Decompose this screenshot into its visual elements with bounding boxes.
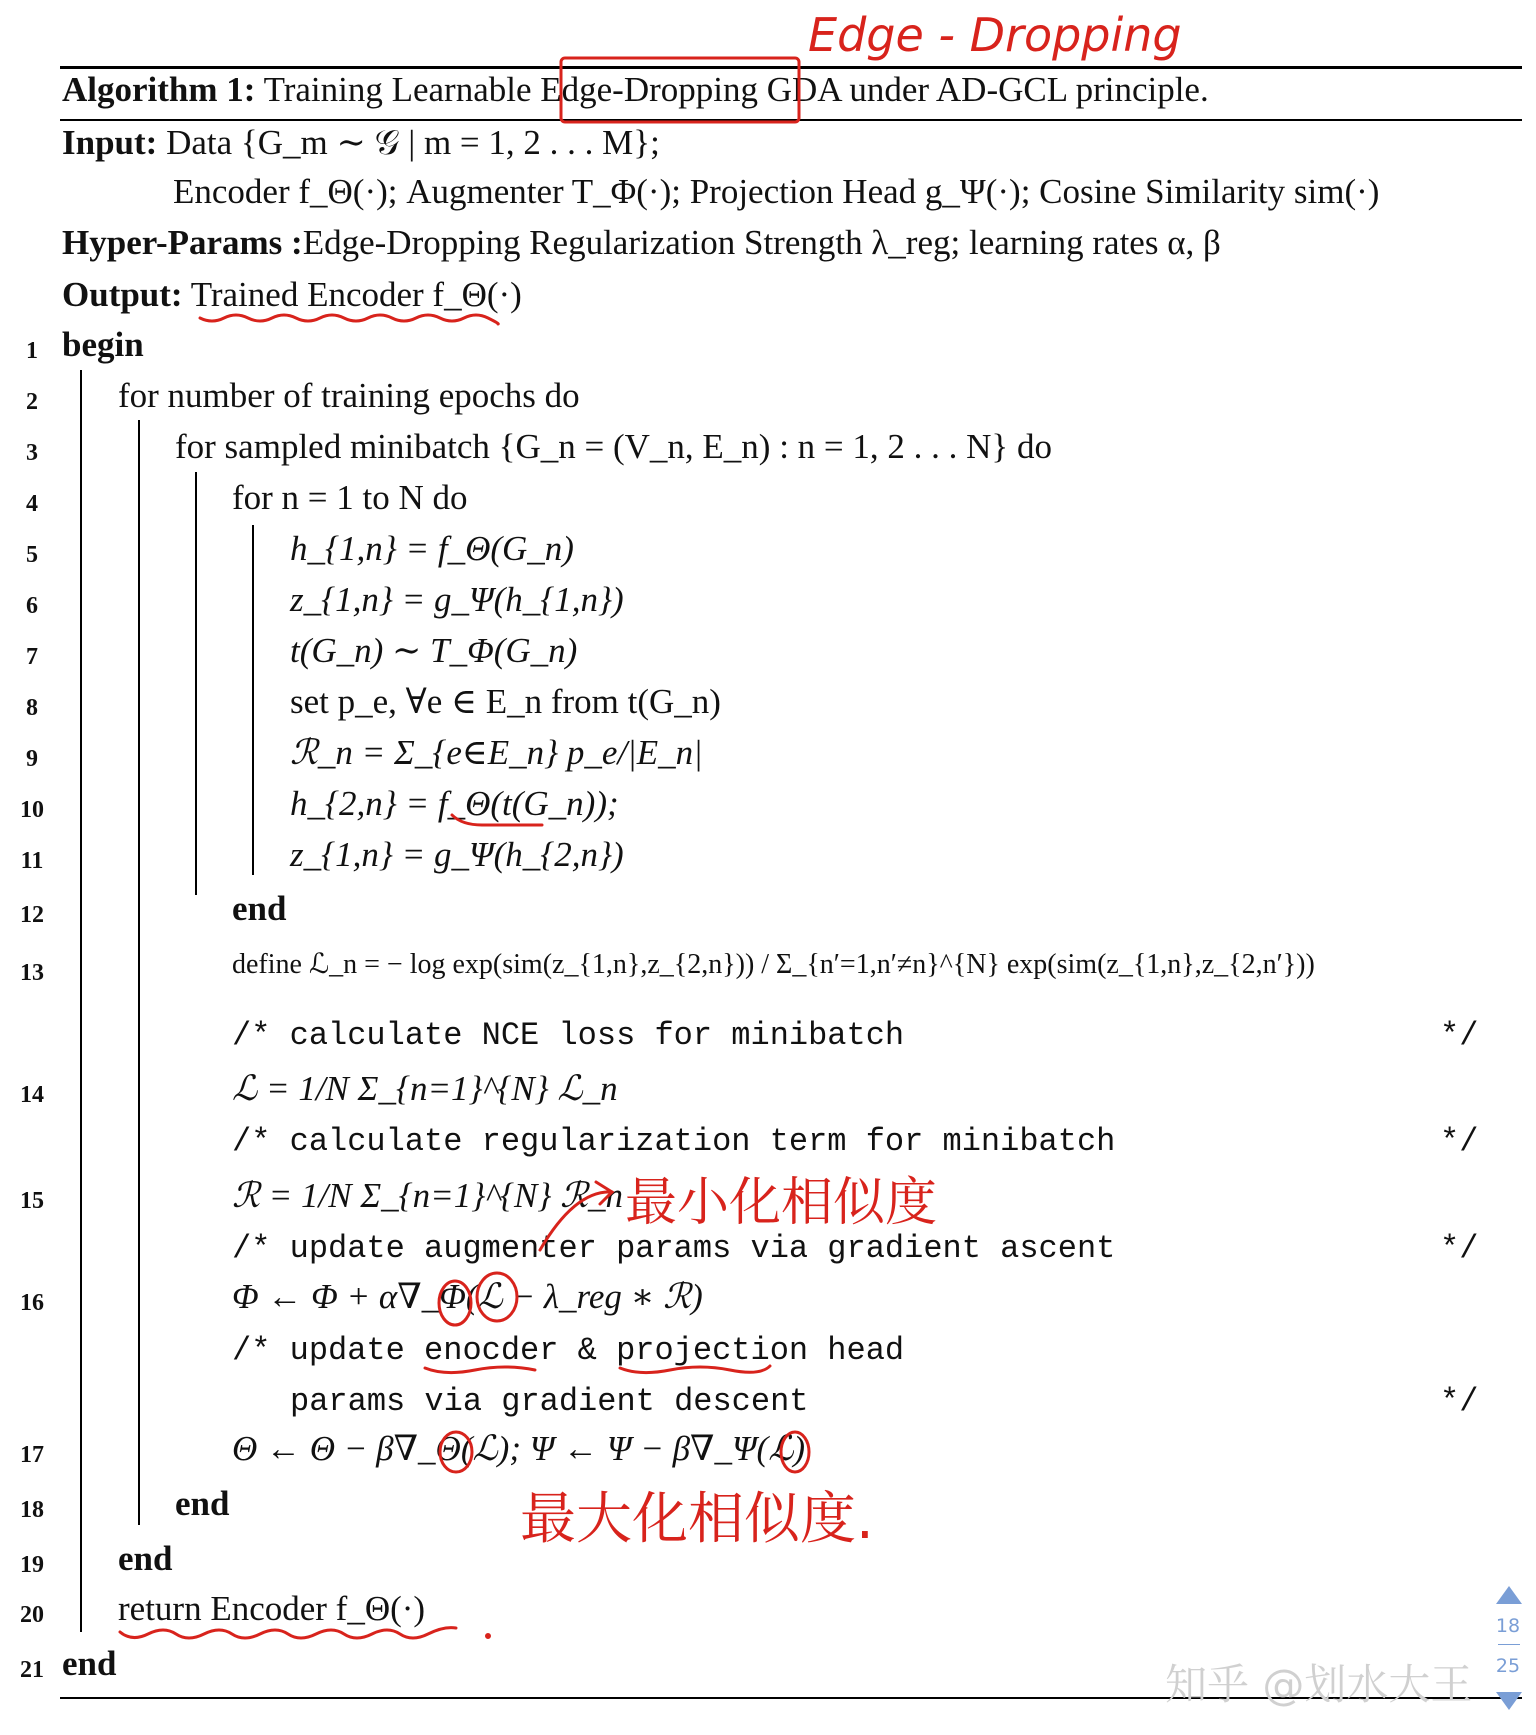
algo-line-2 <box>118 376 580 416</box>
minibatch-loop-bar <box>195 472 197 895</box>
algo-line-19 <box>118 1539 172 1579</box>
line-text: ℛ = 1/N Σ_{n=1}^{N} ℛ_n <box>232 1176 624 1215</box>
algo-line-8 <box>290 682 721 722</box>
begin-block-bar <box>80 370 82 1632</box>
page-up-icon[interactable] <box>1494 1584 1524 1606</box>
line-text: for sampled minibatch {G_n = (V_n, E_n) : n = 1, 2 . . . N} do <box>175 427 1052 466</box>
comment-enc-1 <box>232 1332 904 1369</box>
top-rule <box>60 66 1522 69</box>
page-total: 25 <box>1495 1655 1521 1677</box>
comment-reg <box>232 1123 1115 1160</box>
line-number: 5 <box>26 542 38 568</box>
line-text: define ℒ_n = − log exp(sim(z_{1,n},z_{2,n})) / Σ_{n′=1,n′≠n}^{N} exp(sim(z_{1,n},z_{2,n′})) <box>232 949 1315 980</box>
hyperparams-text: Edge-Dropping Regularization Strength λ_reg; learning rates α, β <box>302 223 1221 262</box>
caption-highlight: Edge-Dropping <box>540 70 758 109</box>
line-number: 3 <box>26 440 38 466</box>
begin-keyword: begin <box>62 325 144 364</box>
algo-line-4 <box>232 478 468 518</box>
line-number: 8 <box>26 695 38 721</box>
algo-line-18 <box>175 1484 229 1524</box>
line-number: 17 <box>20 1442 44 1468</box>
input-line-1: Data {G_m ∼ 𝒢 | m = 1, 2 . . . M}; <box>166 123 660 162</box>
comment-text: /* update augmenter params via gradient ascent <box>232 1230 1116 1267</box>
annotation-maximize: 最大化相似度. <box>520 1487 874 1552</box>
comment-enc-2 <box>290 1383 808 1420</box>
comment-close: */ <box>1440 1230 1479 1267</box>
comment-text: /* update enocder & projection head <box>232 1332 905 1369</box>
line-text: h_{2,n} = f_Θ(t(G_n)); <box>290 784 619 823</box>
line-text: Φ ← Φ + α∇_Φ(ℒ − λ_reg ∗ ℛ) <box>232 1277 703 1316</box>
line-text: set p_e, ∀e ∈ E_n from t(G_n) <box>290 682 721 721</box>
algo-line-14 <box>232 1069 618 1109</box>
caption-label: Algorithm 1: <box>62 70 256 109</box>
algo-line-5 <box>290 529 574 569</box>
comment-nce <box>232 1017 904 1054</box>
line-text: return Encoder f_Θ(·) <box>118 1589 426 1628</box>
line-text: for number of training epochs do <box>118 376 580 415</box>
algo-line-21 <box>62 1644 116 1684</box>
underline-output <box>200 315 498 324</box>
line-text: z_{1,n} = g_Ψ(h_{1,n}) <box>290 580 624 619</box>
hyperparams-row <box>62 223 1221 263</box>
line-number: 2 <box>26 389 38 415</box>
caption-rule <box>60 119 1522 121</box>
output-label: Output: <box>62 275 183 314</box>
line-text: ℒ = 1/N Σ_{n=1}^{N} ℒ_n <box>232 1069 618 1108</box>
line-number: 10 <box>20 797 44 823</box>
line-text: Θ ← Θ − β∇_Θ(ℒ); Ψ ← Ψ − β∇_Ψ(ℒ) <box>232 1429 806 1468</box>
line-number: 6 <box>26 593 38 619</box>
algo-line-16 <box>232 1277 703 1317</box>
page-current: 18 <box>1495 1615 1521 1637</box>
annotation-minimize: 最小化相似度 <box>625 1173 938 1233</box>
comment-close: */ <box>1440 1123 1479 1160</box>
algo-line-10 <box>290 784 619 824</box>
line-number: 12 <box>20 902 44 928</box>
input-line-2: Encoder f_Θ(·); Augmenter T_Φ(·); Projection Head g_Ψ(·); Cosine Similarity sim(·) <box>173 172 1380 211</box>
page-divider <box>1498 1644 1520 1645</box>
algo-line-9 <box>290 733 703 773</box>
algo-line-12 <box>232 889 286 929</box>
line-text: h_{1,n} = f_Θ(G_n) <box>290 529 574 568</box>
line-number: 13 <box>20 960 44 986</box>
input-row <box>62 123 660 163</box>
line-number: 9 <box>26 746 38 772</box>
inner-loop-bar <box>252 525 254 875</box>
comment-close: */ <box>1440 1383 1479 1420</box>
caption-text-after: GDA under AD-GCL principle. <box>758 70 1209 109</box>
line-number: 11 <box>20 848 44 874</box>
dot-mark <box>487 1635 490 1638</box>
underline-return <box>120 1628 456 1638</box>
algo-line-7 <box>290 631 577 671</box>
line-number: 19 <box>20 1552 44 1578</box>
end-keyword: end <box>175 1484 230 1523</box>
line-number: 7 <box>26 644 38 670</box>
line-number: 16 <box>20 1290 44 1316</box>
end-keyword: end <box>118 1539 173 1578</box>
line-text: z_{1,n} = g_Ψ(h_{2,n}) <box>290 835 624 874</box>
output-row <box>62 275 522 315</box>
algo-line-13 <box>232 947 1315 981</box>
hyperparams-label: Hyper-Params : <box>62 223 303 262</box>
algo-line-15 <box>232 1176 623 1216</box>
comment-text: /* calculate NCE loss for minibatch <box>232 1017 905 1054</box>
comment-text: /* calculate regularization term for minibatch <box>232 1123 1116 1160</box>
epoch-loop-bar <box>138 420 140 1525</box>
input-label: Input: <box>62 123 158 162</box>
line-number: 14 <box>20 1082 44 1108</box>
annotation-edge-dropping: Edge - Dropping <box>808 8 1182 62</box>
watermark: 知乎 @划水大王 <box>1165 1660 1473 1709</box>
line-text: ℛ_n = Σ_{e∈E_n} p_e/|E_n| <box>290 733 703 772</box>
line-number: 1 <box>26 338 38 364</box>
algo-line-1 <box>62 325 144 365</box>
end-keyword: end <box>232 889 287 928</box>
algo-line-6 <box>290 580 624 620</box>
comment-aug <box>232 1230 1115 1267</box>
line-number: 15 <box>20 1188 44 1214</box>
output-text: Trained Encoder f_Θ(·) <box>190 275 522 314</box>
algo-line-20 <box>118 1589 425 1629</box>
algo-line-17 <box>232 1429 805 1469</box>
line-number: 18 <box>20 1497 44 1523</box>
page-down-icon[interactable] <box>1494 1690 1524 1712</box>
comment-close: */ <box>1440 1017 1479 1054</box>
algorithm-caption <box>62 70 1209 110</box>
comment-text: params via gradient descent <box>290 1383 809 1420</box>
line-text: for n = 1 to N do <box>232 478 468 517</box>
line-number: 21 <box>20 1657 44 1683</box>
line-number: 4 <box>26 491 38 517</box>
caption-text-before: Training Learnable <box>255 70 541 109</box>
algo-line-3 <box>175 427 1052 467</box>
input-row-2 <box>173 172 1379 212</box>
end-keyword: end <box>62 1644 117 1683</box>
algo-line-11 <box>290 835 624 875</box>
line-number: 20 <box>20 1602 44 1628</box>
line-text: t(G_n) ∼ T_Φ(G_n) <box>290 631 578 670</box>
